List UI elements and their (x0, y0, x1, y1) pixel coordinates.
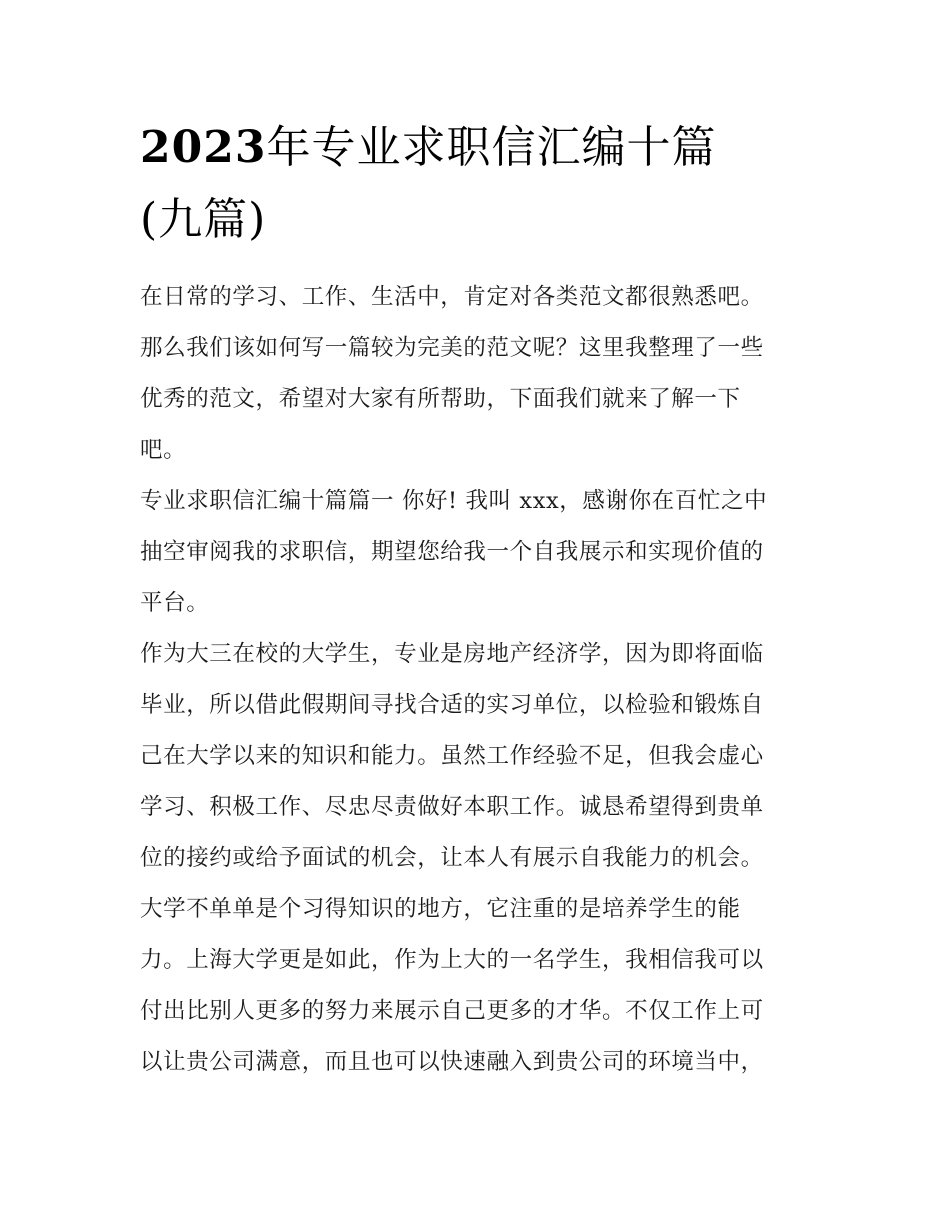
text-line: 以让贵公司满意，而且也可以快速融入到贵公司的环境当中， (140, 1049, 764, 1075)
text-line: 抽空审阅我的求职信，期望您给我一个自我展示和实现价值的 (140, 539, 764, 565)
paragraph-main (140, 629, 820, 1088)
text-line: 毕业，所以借此假期间寻找合适的实习单位，以检验和锻炼自 (140, 692, 764, 718)
text-line: 优秀的范文，希望对大家有所帮助，下面我们就来了解一下 (140, 386, 741, 412)
text-line: 专业求职信汇编十篇篇一 你好! 我叫 xxx，感谢你在百忙之中 (140, 488, 768, 514)
text-line: 力。上海大学更是如此，作为上大的一名学生，我相信我可以 (140, 947, 764, 973)
paragraph-intro (140, 272, 820, 476)
paragraph-greeting (140, 476, 820, 629)
document-title (140, 112, 820, 256)
text-line: 大学不单单是个习得知识的地方，它注重的是培养学生的能 (140, 896, 741, 922)
title-text-line1: 年专业求职信汇编十篇 (266, 122, 717, 173)
text-line: 作为大三在校的大学生，专业是房地产经济学，因为即将面临 (140, 641, 764, 667)
text-line: 平台。 (140, 590, 210, 616)
text-line: 在日常的学习、工作、生活中，肯定对各类范文都很熟悉吧。 (140, 284, 764, 310)
document-page (140, 112, 820, 1088)
text-line: 己在大学以来的知识和能力。虽然工作经验不足，但我会虚心 (140, 743, 764, 769)
title-year: 2023 (140, 122, 267, 173)
title-text-line2: (九篇) (140, 194, 267, 245)
text-line: 吧。 (140, 437, 187, 463)
text-line: 付出比别人更多的努力来展示自己更多的才华。不仅工作上可 (140, 998, 764, 1024)
text-line: 位的接约或给予面试的机会，让本人有展示自我能力的机会。 (140, 845, 764, 871)
document-body (140, 272, 820, 1088)
text-line: 那么我们该如何写一篇较为完美的范文呢？这里我整理了一些 (140, 335, 764, 361)
text-line: 学习、积极工作、尽忠尽责做好本职工作。诚恳希望得到贵单 (140, 794, 764, 820)
